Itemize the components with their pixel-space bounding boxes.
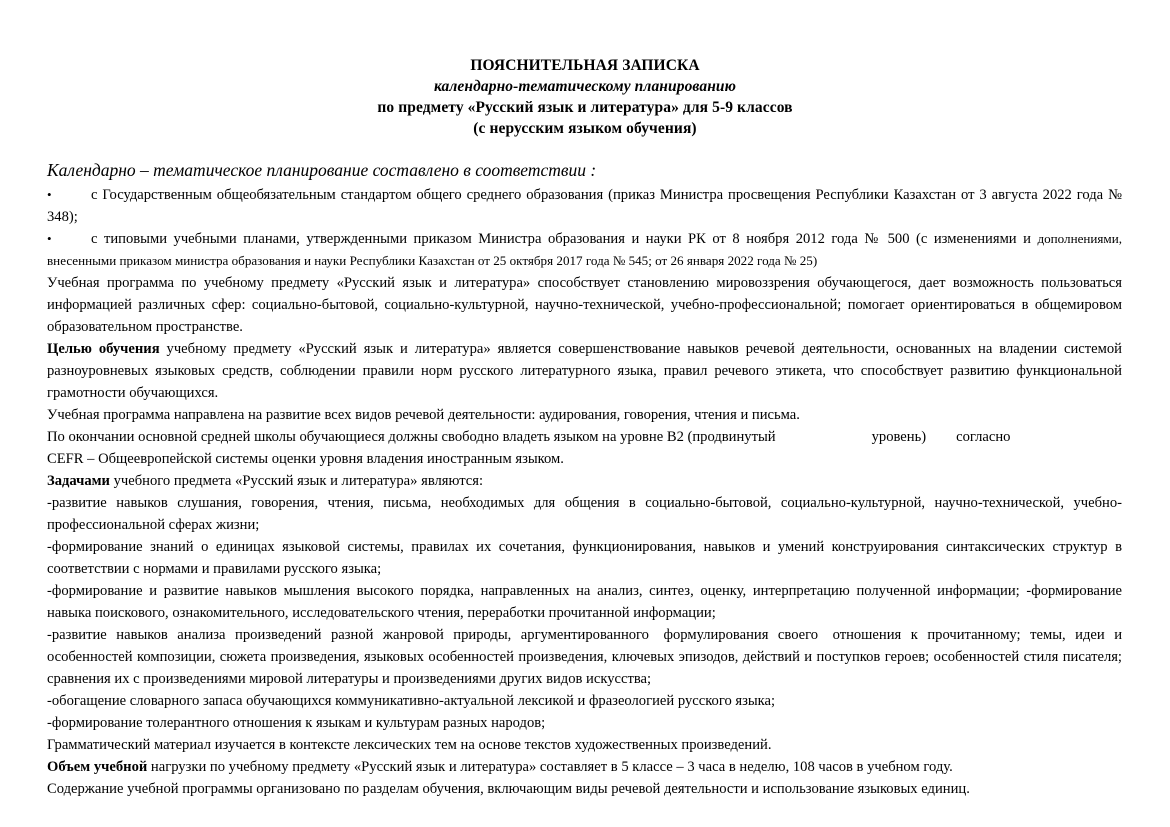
paragraph-learning-goal bbox=[47, 338, 1122, 404]
paragraph-content-organization: Содержание учебной программы организовано по разделам обучения, включающим виды речевой деятельности и использование языковых единиц. bbox=[47, 781, 970, 797]
task-4-part1: -развитие навыков анализа произведений разной жанровой природы, аргументированного bbox=[47, 627, 649, 643]
paragraph-grammar-note: Грамматический материал изучается в контексте лексических тем на основе текстов художественных произведений. bbox=[47, 737, 772, 753]
cefr-text-part2: уровень) bbox=[871, 429, 927, 445]
bullet-icon: • bbox=[47, 187, 52, 202]
learning-goal-lead: Целью обучения bbox=[47, 341, 160, 357]
paragraph-speech-activity-types: Учебная программа направлена на развитие всех видов речевой деятельности: аудирования, говорения, чтения и письма. bbox=[47, 407, 800, 423]
document-title-block bbox=[0, 0, 1170, 139]
bullet-icon: • bbox=[47, 231, 52, 246]
paragraph-cefr-definition: CEFR – Общеевропейской системы оценки уровня владения иностранным языком. bbox=[47, 451, 564, 467]
paragraph-workload bbox=[47, 756, 1122, 778]
paragraph-tasks-heading bbox=[47, 470, 1122, 492]
tasks-lead: Задачами bbox=[47, 473, 110, 489]
paragraph-cefr-level bbox=[47, 426, 1122, 448]
tasks-heading-text: учебного предмета «Русский язык и литература» являются: bbox=[109, 473, 484, 489]
document-subtitle-italic: календарно-тематическому планированию bbox=[433, 78, 737, 95]
learning-goal-text: учебному предмету «Русский язык и литература» является совершенствование навыков речевой деятельности, основанных на владении системой разноуровневых языковых средств, соблюдении правили норм русского литературного языка, правил речевого этикета, что способствует развитию функциональной грамотности обучающихся. bbox=[47, 341, 1122, 401]
compliance-bullet-2-text-tail: дополнениями, внесенными приказом министра образования и науки Республики Казахстан от 25 октября 2017 года № 545; от 26 января 2022 года № 25) bbox=[47, 231, 1122, 268]
paragraph-task-1: -развитие навыков слушания, говорения, чтения, письма, необходимых для общения в социально-бытовой, социально-культурной, научно-технической, учебно-профессиональной сферах жизни; bbox=[47, 495, 1122, 533]
document-subject-line: по предмету «Русский язык и литература» для 5-9 классов bbox=[377, 99, 793, 116]
paragraph-program-purpose: Учебная программа по учебному предмету «Русский язык и литература» способствует становлению мировоззрения обучающегося, дает возможность пользоваться информацией различных сфер: социально-бытовой, социально-культурной, научно-технической, учебно-профессиональной; помогает ориентироваться в общемировом образовательном пространстве. bbox=[47, 275, 1122, 335]
workload-lead: Объем учебной bbox=[47, 759, 148, 775]
document-body bbox=[0, 158, 1170, 800]
paragraph-task-4 bbox=[47, 624, 1122, 690]
cefr-text-part1: По окончании основной средней школы обучающиеся должны свободно владеть языком на уровне В2 (продвинутый bbox=[47, 429, 776, 445]
paragraph-task-2: -формирование знаний о единицах языковой системы, правилах их сочетания, функционирования, навыков и умений конструирования синтаксических структур в соответствии с нормами и правилами русского языка; bbox=[47, 539, 1122, 577]
document-language-note: (с нерусским языком обучения) bbox=[473, 120, 697, 137]
compliance-bullet-1-text: с Государственным общеобязательным стандартом общего среднего образования (приказ Министра просвещения Республики Казахстан от 3 августа 2022 года № 348); bbox=[47, 187, 1122, 225]
workload-text: нагрузки по учебному предмету «Русский язык и литература» составляет в 5 классе – 3 часа в неделю, 108 часов в учебном году. bbox=[147, 759, 953, 775]
paragraph-task-3: -формирование и развитие навыков мышления высокого порядка, направленных на анализ, синтез, оценку, интерпретацию полученной информации; -формирование навыка поискового, ознакомительного, исследовательского чтения, переработки прочитанной информации; bbox=[47, 583, 1122, 621]
task-4-part3: отношения к прочитанному; темы, идеи и особенностей композиции, сюжета произведения, языковых особенностей произведения, ключевых эпизодов, действий и поступков героев; особенностей стиля писателя; сравнения их с произведениями мировой литературы и произведениями других видов искусства; bbox=[47, 627, 1123, 687]
cefr-text-part3: согласно bbox=[956, 429, 1011, 445]
compliance-heading: Календарно – тематическое планирование составлено в соответствии : bbox=[47, 160, 597, 180]
task-4-part2: формулирования своего bbox=[663, 627, 819, 643]
paragraph-task-6: -формирование толерантного отношения к языкам и культурам разных народов; bbox=[47, 715, 546, 731]
document-title-main: ПОЯСНИТЕЛЬНАЯ ЗАПИСКА bbox=[470, 57, 700, 74]
compliance-bullet-2 bbox=[47, 228, 1122, 272]
compliance-bullet-2-text-main: с типовыми учебными планами, утвержденными приказом Министра образования и науки РК от 8 ноября 2012 года № 500 (с изменениями и bbox=[91, 231, 1038, 247]
compliance-bullet-1 bbox=[47, 184, 1122, 228]
paragraph-task-5: -обогащение словарного запаса обучающихся коммуникативно-актуальной лексикой и фразеологией русского языка; bbox=[47, 693, 776, 709]
